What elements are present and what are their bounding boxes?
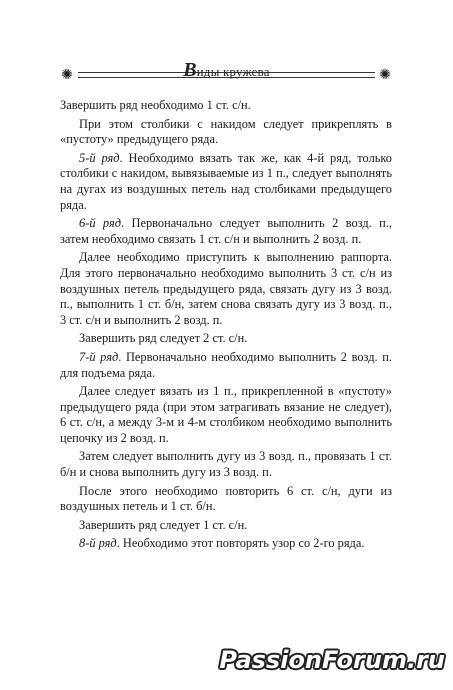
paragraph — [60, 331, 392, 347]
flower-ornament-icon: ✺ — [379, 68, 391, 83]
paragraph-text: . Первоначально необходимо выполнить 2 возд. п. для подъема ряда. — [60, 349, 392, 380]
paragraph-text: Завершить ряд следует 2 ст. с/н. — [79, 331, 248, 346]
paragraph-text: Далее следует вязать из 1 п., прикрепленной в «пустоту» предыдущего ряда (при этом затрагивать вязание не следует), 6 ст. с/н, а между 3-м и 4-м столбиком необходимо выполнить цепочку из 2 возд. п. — [60, 384, 392, 445]
paragraph — [60, 518, 392, 534]
paragraph — [60, 117, 392, 148]
paragraph — [60, 484, 392, 515]
paragraph-text: После этого необходимо повторить 6 ст. с/н, дуги из воздушных петель и 1 ст. б/н. — [60, 483, 392, 514]
paragraph-text: . Первоначально следует выполнить 2 возд. п., затем необходимо связать 1 ст. с/н и выполнить 2 возд. п. — [60, 216, 392, 246]
paragraph-text: При этом столбики с накидом следует прикреплять в «пустоту» предыдущего ряда. — [60, 116, 392, 147]
paragraph — [60, 449, 392, 480]
paragraph — [60, 384, 392, 446]
watermark: PassionForum.ru — [219, 646, 445, 674]
flower-ornament-icon: ✺ — [61, 68, 73, 83]
paragraph — [60, 250, 392, 328]
paragraph — [60, 350, 392, 381]
paragraph-text: Затем следует выполнить дугу из 3 возд. п., провязать 1 ст. б/н и снова выполнить дугу из 3 возд. п. — [60, 449, 392, 480]
paragraph-text: . Необходимо вязать так же, как 4-й ряд, только столбики с накидом, вывязываемые из 1 п., следует выполнять на дугах из воздушных петель над столбиками предыдущего ряда. — [60, 150, 392, 212]
row-label: 6-й ряд — [79, 216, 121, 231]
paragraph — [60, 151, 392, 213]
paragraph-text: Далее необходимо приступить к выполнению раппорта. Для этого первоначально необходимо выполнить 3 ст. с/н из воздушных петель предыдущего ряда, связать дугу из 3 возд. п., выполнить 1 ст. б/н, затем снова связать дугу из 3 возд. п., 3 ст. с/н и выполнить 2 возд. п. — [60, 250, 392, 327]
row-label: 8-й ряд — [79, 536, 117, 551]
paragraph-text: Завершить ряд необходимо 1 ст. с/н. — [60, 98, 251, 112]
paragraph — [60, 216, 392, 247]
paragraph-text: . Необходимо этот повторять узор со 2-го ряда. — [116, 536, 365, 551]
row-label: 7-й ряд — [79, 349, 119, 364]
paragraph — [60, 536, 392, 552]
paragraph-text: Завершить ряд следует 1 ст. с/н. — [79, 517, 248, 532]
page-body — [60, 98, 392, 555]
running-header-title-text: иды кружева — [196, 64, 270, 79]
running-header-initial: В — [183, 59, 197, 81]
running-header — [0, 50, 453, 98]
row-label: 5-й ряд — [79, 150, 120, 165]
paragraph — [60, 98, 392, 114]
running-header-title — [0, 59, 453, 82]
